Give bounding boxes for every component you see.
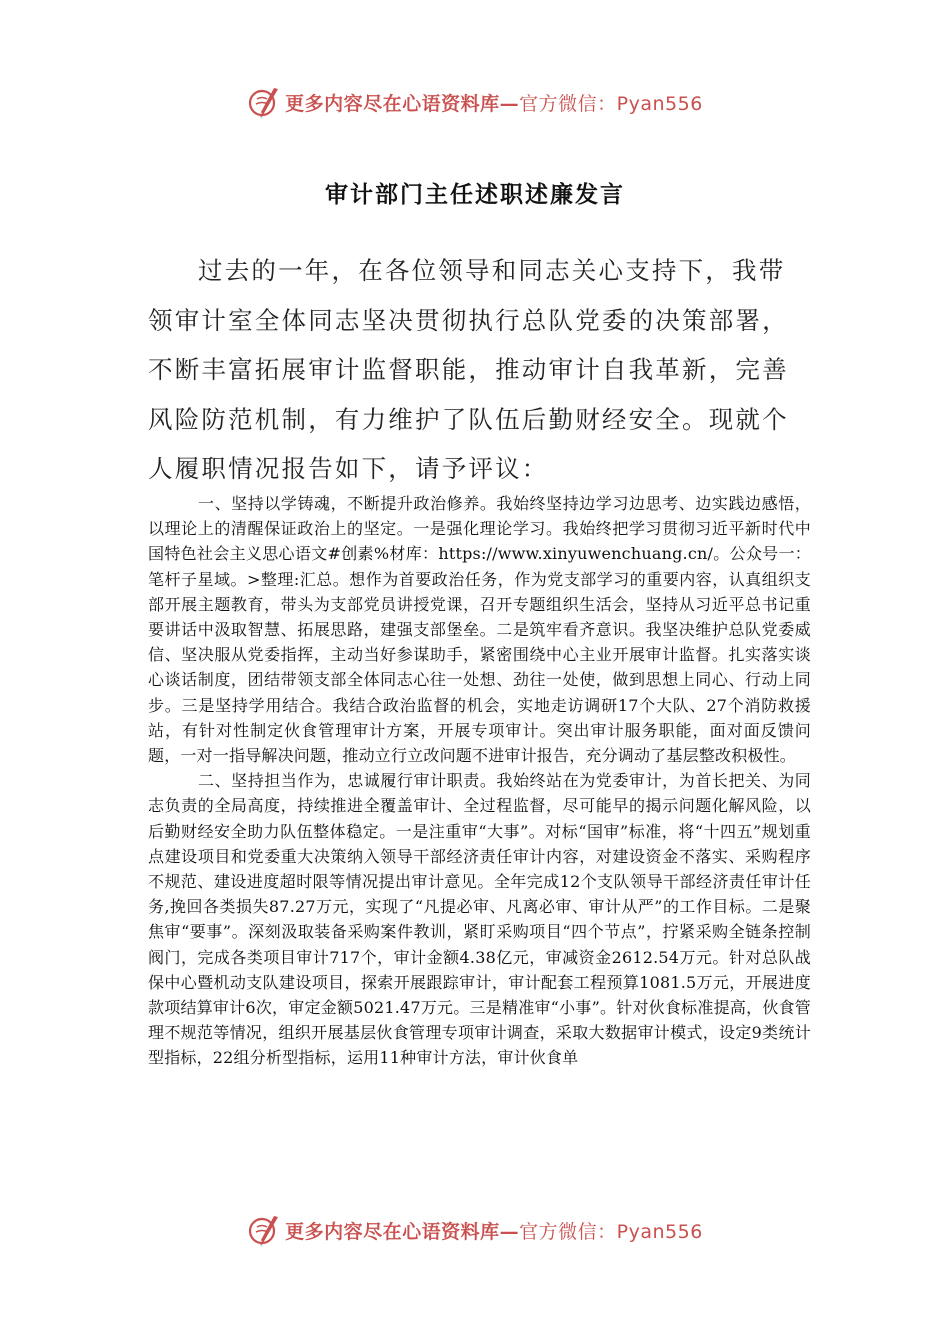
banner-wechat: 官方微信：Pyan556: [519, 1220, 703, 1243]
banner-text: 更多内容尽在心语资料库—官方微信：Pyan556: [285, 92, 703, 115]
banner-text: 更多内容尽在心语资料库—官方微信：Pyan556: [285, 1220, 703, 1243]
quill-logo-icon: [247, 85, 281, 119]
body-paragraph-1: 一、坚持以学铸魂，不断提升政治修养。我始终坚持边学习边思考、边实践边感悟，以理论上的清醒保证政治上的坚定。一是强化理论学习。我始终把学习贯彻习近平新时代中国特色社会主义思心语文#创素%材库：https://www.xinyuwenchuang.cn/。公众号一：笔杆子星域。>整理:汇总。想作为首要政治任务，作为党支部学习的重要内容，认真组织支部开展主题教育，带头为支部党员讲授党课，召开专题组织生活会，坚持从习近平总书记重要讲话中汲取智慧、拓展思路，建强支部堡垒。二是筑牢看齐意识。我坚决维护总队党委威信、坚决服从党委指挥，主动当好参谋助手，紧密围绕中心主业开展审计监督。扎实落实谈心谈话制度，团结带领支部全体同志心往一处想、劲往一处使，做到思想上同心、行动上同步。三是坚持学用结合。我结合政治监督的机会，实地走访调研17个大队、27个消防救援站，有针对性制定伙食管理审计方案，开展专项审计。突出审计服务职能，面对面反馈问题，一对一指导解决问题，推动立行立改问题不进审计报告，充分调动了基层整改积极性。: [148, 494, 811, 766]
footer-watermark-banner: [0, 1210, 950, 1250]
document-title: 审计部门主任述职述廉发言: [325, 182, 625, 208]
quill-logo-icon: [247, 1213, 281, 1247]
body-paragraph-2: 二、坚持担当作为，忠诚履行审计职责。我始终站在为党委审计，为首长把关、为同志负责的全局高度，持续推进全覆盖审计、全过程监督，尽可能早的揭示问题化解风险，以后勤财经安全助力队伍整体稳定。一是注重审“大事”。对标“国审”标准，将“十四五”规划重点建设项目和党委重大决策纳入领导干部经济责任审计内容，对建设资金不落实、采购程序不规范、建设进度超时限等情况提出审计意见。全年完成12个支队领导干部经济责任审计任务,挽回各类损失87.27万元，实现了“凡提必审、凡离必审、审计从严”的工作目标。二是聚焦审“要事”。深刻汲取装备采购案件教训，紧盯采购项目“四个节点”，拧紧采购全链条控制阀门，完成各类项目审计717个，审计金额4.38亿元，审减资金2612.54万元。针对总队战保中心暨机动支队建设项目，探索开展跟踪审计，审计配套工程预算1081.5万元，开展进度款项结算审计6次，审定金额5021.47万元。三是精准审“小事”。针对伙食标准提高，伙食管理不规范等情况，组织开展基层伙食管理专项审计调查，采取大数据审计模式，设定9类统计型指标，22组分析型指标，运用11种审计方法，审计伙食单: [148, 771, 811, 1068]
banner-wechat: 官方微信：Pyan556: [519, 92, 703, 115]
header-watermark-banner: [0, 82, 950, 122]
body-text: [148, 491, 811, 1071]
intro-paragraph: 过去的一年，在各位领导和同志关心支持下，我带领审计室全体同志坚决贯彻执行总队党委的决策部署，不断丰富拓展审计监督职能，推动审计自我革新，完善风险防范机制，有力维护了队伍后勤财经安全。现就个人履职情况报告如下，请予评议：: [148, 256, 789, 483]
